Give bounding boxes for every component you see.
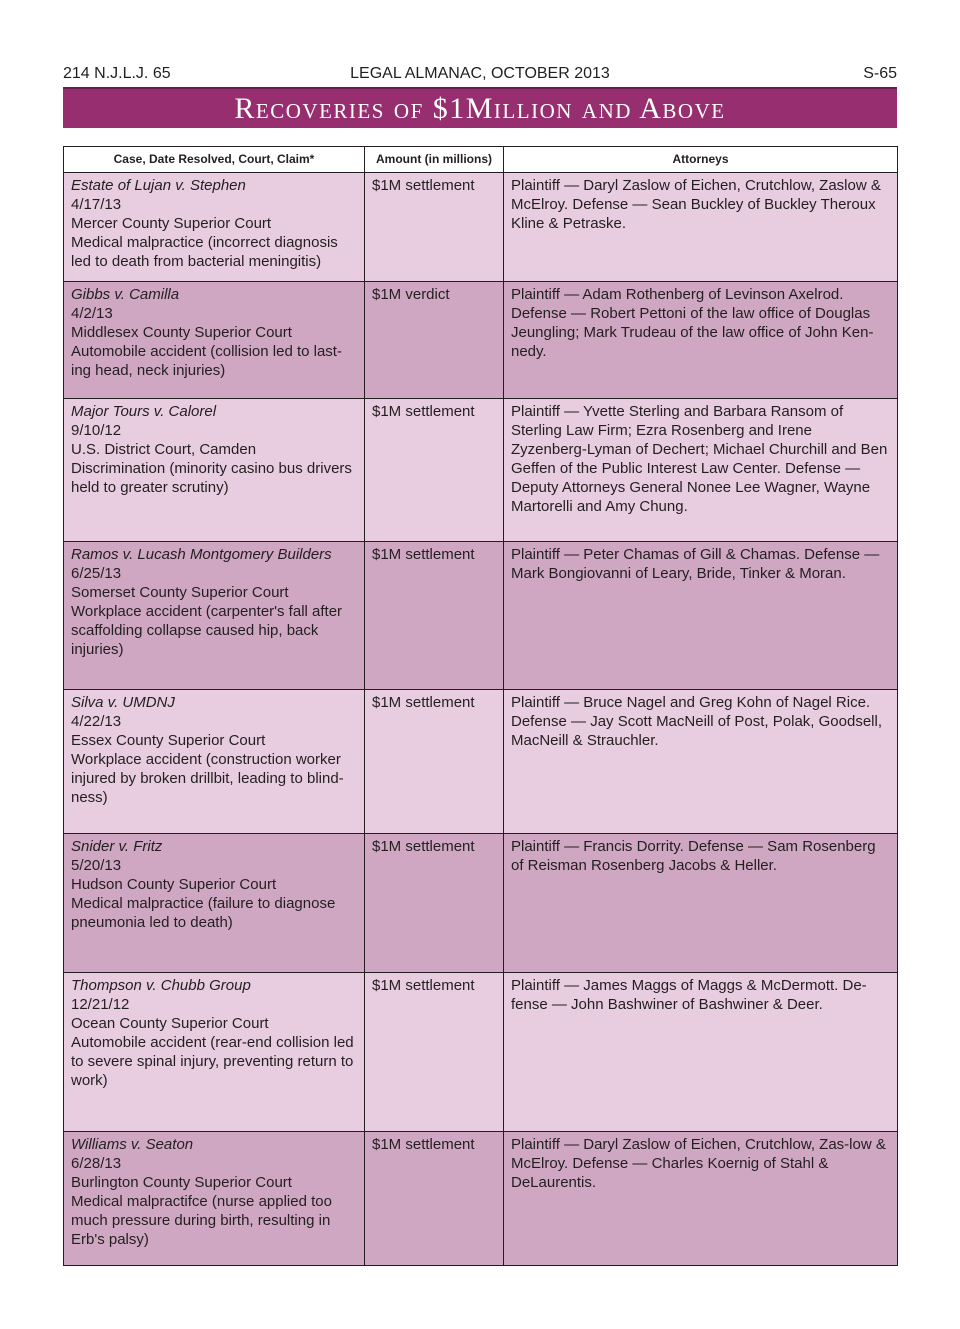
claim: Discrimination (minority casino bus drivers held to greater scrutiny) — [71, 460, 352, 496]
court: Middlesex County Superior Court — [71, 324, 292, 341]
amount-cell: $1M settlement — [365, 690, 504, 834]
amount-cell: $1M verdict — [365, 282, 504, 399]
attorneys-cell: Plaintiff — Daryl Zaslow of Eichen, Crutchlow, Zas-low & McElroy. Defense — Charles Koernig of Stahl & DeLaurentis. — [504, 1132, 898, 1266]
table-row — [64, 690, 898, 834]
claim: Automobile accident (collision led to last-ing head, neck injuries) — [71, 343, 342, 379]
claim: Workplace accident (construction worker injured by broken drillbit, leading to blind-ness) — [71, 751, 344, 806]
table-row — [64, 282, 898, 399]
court: Hudson County Superior Court — [71, 876, 277, 893]
date-resolved: 5/20/13 — [71, 857, 122, 874]
table-row — [64, 1132, 898, 1266]
section-banner — [63, 87, 897, 128]
date-resolved: 4/22/13 — [71, 713, 122, 730]
date-resolved: 4/17/13 — [71, 196, 122, 213]
date-resolved: 6/25/13 — [71, 565, 122, 582]
table-row — [64, 399, 898, 542]
recoveries-table — [63, 146, 898, 1266]
claim: Medical malpractice (failure to diagnose pneumonia led to death) — [71, 895, 336, 931]
date-resolved: 12/21/12 — [71, 996, 130, 1013]
case-name: Williams v. Seaton — [71, 1136, 194, 1153]
amount-cell: $1M settlement — [365, 1132, 504, 1266]
case-cell — [64, 282, 365, 399]
attorneys-cell: Plaintiff — Peter Chamas of Gill & Chamas. Defense — Mark Bongiovanni of Leary, Bride, Tinker & Moran. — [504, 542, 898, 690]
court: U.S. District Court, Camden — [71, 441, 257, 458]
attorneys-cell: Plaintiff — Yvette Sterling and Barbara Ransom of Sterling Law Firm; Ezra Rosenberg and Irene Zyzenberg-Lyman of Dechert; Michael Churchill and Ben Geffen of the Public Interest Law Center. Defense — Deputy Attorneys General Nonee Lee Wagner, Wayne Martorelli and Amy Chung. — [504, 399, 898, 542]
amount-cell: $1M settlement — [365, 834, 504, 973]
attorneys-cell: Plaintiff — Adam Rothenberg of Levinson Axelrod. Defense — Robert Pettoni of the law office of Douglas Jeungling; Mark Trudeau of the law office of John Ken-nedy. — [504, 282, 898, 399]
running-head — [63, 63, 897, 85]
attorneys-cell: Plaintiff — Francis Dorrity. Defense — Sam Rosenberg of Reisman Rosenberg Jacobs & Heller. — [504, 834, 898, 973]
amount-cell: $1M settlement — [365, 173, 504, 282]
claim: Medical malpractifce (nurse applied too much pressure during birth, resulting in Erb's palsy) — [71, 1193, 332, 1248]
table-row — [64, 973, 898, 1132]
column-header-case: Case, Date Resolved, Court, Claim* — [64, 147, 365, 173]
case-name: Snider v. Fritz — [71, 838, 163, 855]
attorneys-cell: Plaintiff — James Maggs of Maggs & McDermott. De-fense — John Bashwiner of Bashwiner & Deer. — [504, 973, 898, 1132]
claim: Medical malpractice (incorrect diagnosis led to death from bacterial meningitis) — [71, 234, 338, 270]
section-title: Recoveries of $1Million and Above — [234, 92, 726, 125]
claim: Automobile accident (rear-end collision led to severe spinal injury, preventing return to work) — [71, 1034, 354, 1089]
publication-title: LEGAL ALMANAC, OCTOBER 2013 — [350, 65, 610, 82]
amount-cell: $1M settlement — [365, 973, 504, 1132]
amount-cell: $1M settlement — [365, 542, 504, 690]
case-name: Thompson v. Chubb Group — [71, 977, 251, 994]
page-number: S-65 — [863, 65, 897, 82]
table-row — [64, 542, 898, 690]
court: Somerset County Superior Court — [71, 584, 289, 601]
journal-citation: 214 N.J.L.J. 65 — [63, 65, 171, 82]
case-cell — [64, 834, 365, 973]
case-name: Ramos v. Lucash Montgomery Builders — [71, 546, 332, 563]
attorneys-cell: Plaintiff — Bruce Nagel and Greg Kohn of Nagel Rice. Defense — Jay Scott MacNeill of Post, Polak, Goodsell, MacNeill & Strauchler. — [504, 690, 898, 834]
case-name: Silva v. UMDNJ — [71, 694, 175, 711]
court: Mercer County Superior Court — [71, 215, 272, 232]
case-cell — [64, 173, 365, 282]
case-cell — [64, 542, 365, 690]
court: Ocean County Superior Court — [71, 1015, 269, 1032]
date-resolved: 9/10/12 — [71, 422, 122, 439]
table-header-row — [64, 147, 898, 173]
case-name: Major Tours v. Calorel — [71, 403, 217, 420]
case-cell — [64, 973, 365, 1132]
claim: Workplace accident (carpenter's fall after scaffolding collapse caused hip, back injuries) — [71, 603, 343, 658]
date-resolved: 4/2/13 — [71, 305, 113, 322]
case-name: Estate of Lujan v. Stephen — [71, 177, 246, 194]
table-row — [64, 834, 898, 973]
case-cell — [64, 690, 365, 834]
court: Essex County Superior Court — [71, 732, 266, 749]
date-resolved: 6/28/13 — [71, 1155, 122, 1172]
amount-cell: $1M settlement — [365, 399, 504, 542]
table-row — [64, 173, 898, 282]
court: Burlington County Superior Court — [71, 1174, 292, 1191]
column-header-amount: Amount (in millions) — [365, 147, 504, 173]
case-name: Gibbs v. Camilla — [71, 286, 180, 303]
case-cell — [64, 1132, 365, 1266]
column-header-attorneys: Attorneys — [504, 147, 898, 173]
attorneys-cell: Plaintiff — Daryl Zaslow of Eichen, Crutchlow, Zaslow & McElroy. Defense — Sean Buckley of Buckley Theroux Kline & Petraske. — [504, 173, 898, 282]
case-cell — [64, 399, 365, 542]
